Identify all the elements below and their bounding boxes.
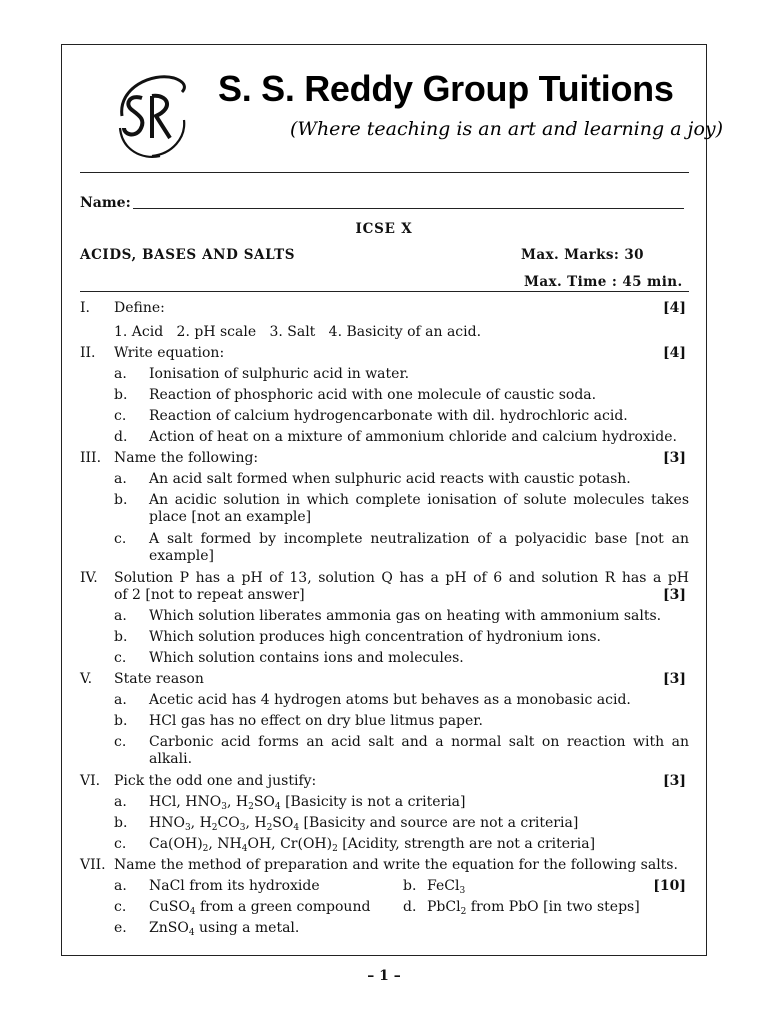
item-text: Carbonic acid forms an acid salt and a normal salt on reaction with an alkali. (149, 734, 689, 767)
item-text: Acetic acid has 4 hydrogen atoms but behaves as a monobasic acid. (149, 692, 631, 708)
item-label: a. (114, 692, 127, 708)
item-label: c. (114, 650, 127, 666)
list-item (0, 492, 768, 532)
item-label: a. (114, 878, 127, 894)
item-text: $Ca(OH)_2$, $NH_4OH$, $Cr(OH)_2$ [Acidity, strength are not a criteria] (149, 836, 596, 854)
course-title: ICSE X (355, 221, 413, 237)
item-label: d. (114, 429, 128, 445)
item-label: c. (114, 734, 127, 750)
question-marks: [10] (653, 878, 686, 894)
question-marks: [4] (663, 345, 686, 361)
question-marks: [3] (663, 773, 686, 789)
question-number: IV. (80, 570, 98, 586)
question-marks: [3] (663, 587, 686, 603)
question-number: VII. (80, 857, 106, 873)
item-label: c. (114, 531, 127, 547)
item-text: An acidic solution in which complete ionisation of solute molecules takes place [not an example] (149, 492, 689, 525)
page-number: – 1 – (367, 968, 401, 984)
name-blank-line (133, 208, 684, 209)
item-text: Reaction of phosphoric acid with one molecule of caustic soda. (149, 387, 597, 403)
item-label: b. (114, 629, 128, 645)
item-label: b. (114, 815, 128, 831)
item-text: CuSO$_4$ from a green compound (149, 899, 371, 917)
max-marks: Max. Marks: 30 (521, 247, 644, 263)
question-marks: [4] (663, 300, 686, 316)
question-text: Pick the odd one and justify: (114, 773, 317, 789)
item-text: HCl, $HNO_3$, $H_2SO_4$ [Basicity is not a criteria] (149, 794, 466, 812)
item-text: ZnSO$_4$ using a metal. (149, 920, 300, 938)
item-label: b. (114, 492, 128, 508)
question-text: Write equation: (114, 345, 225, 361)
logo-icon (112, 68, 186, 162)
item-text: Which solution produces high concentration of hydronium ions. (149, 629, 601, 645)
question-number: I. (80, 300, 90, 316)
item-label: c. (114, 899, 127, 915)
list-item (0, 531, 768, 571)
item-label: a. (114, 366, 127, 382)
item-label: b. (114, 713, 128, 729)
subject-title: ACIDS, BASES AND SALTS (80, 247, 296, 263)
question-text: Name the method of preparation and write the equation for the following salts. (114, 857, 678, 873)
item-text: Which solution liberates ammonia gas on heating with ammonium salts. (149, 608, 662, 624)
item-label: b. (114, 387, 128, 403)
question-text-continued: of 2 [not to repeat answer] (114, 587, 305, 603)
item-label: c. (114, 408, 127, 424)
define-items: 1. Acid 2. pH scale 3. Salt 4. Basicity of an acid. (114, 324, 482, 340)
item-label: d. (403, 899, 417, 915)
question-text: Define: (114, 300, 165, 316)
item-label: e. (114, 920, 127, 936)
question-number: II. (80, 345, 96, 361)
item-text: Action of heat on a mixture of ammonium chloride and calcium hydroxide. (149, 429, 677, 445)
list-item (0, 734, 768, 774)
max-time: Max. Time : 45 min. (524, 274, 683, 290)
item-text: A salt formed by incomplete neutralization of a polyacidic base [not an example] (149, 531, 689, 564)
question-marks: [3] (663, 450, 686, 466)
question-number: V. (80, 671, 93, 687)
item-text: Reaction of calcium hydrogencarbonate with dil. hydrochloric acid. (149, 408, 628, 424)
item-text: FeCl$_3$ (427, 878, 466, 896)
header-divider (80, 172, 689, 173)
name-label: Name: (80, 195, 131, 211)
item-label: c. (114, 836, 127, 852)
item-text: $HNO_3$, $H_2CO_3$, $H_2SO_4$ [Basicity and source are not a criteria] (149, 815, 579, 833)
question-text: State reason (114, 671, 204, 687)
meta-divider (80, 291, 689, 292)
question-text: Solution P has a pH of 13, solution Q has a pH of 6 and solution R has a pH (114, 570, 689, 586)
item-text: Which solution contains ions and molecules. (149, 650, 464, 666)
school-name: S. S. Reddy Group Tuitions (218, 68, 674, 109)
item-label: a. (114, 794, 127, 810)
school-tagline: (Where teaching is an art and learning a joy) (290, 118, 724, 140)
question-number: VI. (80, 773, 101, 789)
question-number: III. (80, 450, 102, 466)
question-text: Name the following: (114, 450, 259, 466)
item-text: An acid salt formed when sulphuric acid reacts with caustic potash. (149, 471, 631, 487)
item-label: a. (114, 608, 127, 624)
item-label: a. (114, 471, 127, 487)
item-text: PbCl$_2$ from PbO [in two steps] (427, 899, 640, 917)
item-text: Ionisation of sulphuric acid in water. (149, 366, 410, 382)
item-label: b. (403, 878, 417, 894)
item-text: HCl gas has no effect on dry blue litmus paper. (149, 713, 483, 729)
item-text: NaCl from its hydroxide (149, 878, 320, 894)
question-marks: [3] (663, 671, 686, 687)
